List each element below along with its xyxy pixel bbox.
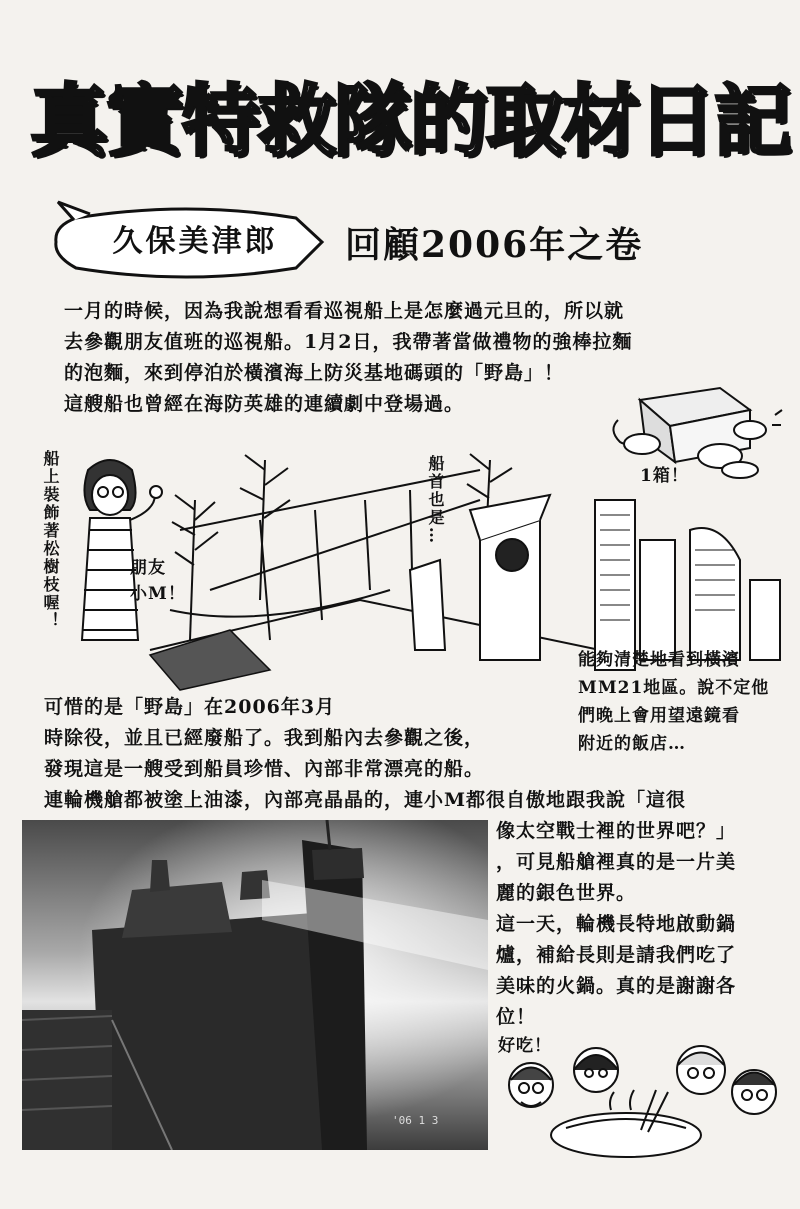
- right-line: 爐，補給長則是請我們吃了: [496, 944, 737, 966]
- friend-label: 朋友 小M！: [130, 558, 186, 604]
- right-line: 美味的火鍋。真的是謝謝各: [496, 975, 737, 997]
- right-line: 像太空戰士裡的世界吧？」: [496, 820, 737, 842]
- hotpot-dinner-illustration: [496, 1040, 786, 1165]
- page-title: 真實特救隊的取材日記: [30, 77, 791, 167]
- noodle-box-illustration: [600, 370, 785, 490]
- right-line: 位！: [496, 1006, 537, 1028]
- engine-room-paragraph: [496, 816, 736, 1033]
- middle-line: 發現這是一艘受到船員珍惜、內部非常漂亮的船。: [44, 758, 485, 780]
- author-name: 久保美津郎: [112, 224, 278, 259]
- friend-figure: [82, 460, 162, 640]
- ship-photo: [22, 820, 488, 1150]
- intro-line: 這艘船也曾經在海防英雄的連續劇中登場過。: [64, 393, 465, 415]
- photo-date-stamp: '06 1 3: [392, 1114, 439, 1127]
- middle-line: 連輪機艙都被塗上油漆，內部亮晶晶的，連小M都很自傲地跟我說「這很: [44, 789, 687, 811]
- bow-decoration-note: 船首也是…: [426, 455, 445, 545]
- right-line: 這一天，輪機長特地啟動鍋: [496, 913, 737, 935]
- decommission-paragraph: [44, 692, 686, 816]
- pine-decoration-note: 船上裝飾著松樹枝喔！: [41, 450, 60, 630]
- middle-line: 時除役，並且已經廢船了。我到船內去參觀之後，: [44, 727, 485, 749]
- intro-line: 的泡麵，來到停泊於橫濱海上防災基地碼頭的「野島」！: [64, 362, 565, 384]
- intro-line: 一月的時候，因為我說想看看巡視船上是怎麼過元旦的，所以就: [64, 300, 625, 322]
- intro-line: 去參觀朋友值班的巡視船。1月2日，我帶著當做禮物的強棒拉麵: [64, 331, 633, 353]
- box-caption: 1箱！: [640, 466, 689, 486]
- yummy-label: 好吃！: [498, 1036, 552, 1056]
- middle-line: 可惜的是「野島」在2006年3月: [44, 696, 336, 718]
- right-line: 麗的銀色世界。: [496, 882, 637, 904]
- right-line: ，可見船艙裡真的是一片美: [496, 851, 737, 873]
- intro-paragraph: [64, 296, 632, 420]
- subtitle: 回顧2006年之卷: [345, 224, 644, 266]
- yokohama-note: 能夠清楚地看到橫濱 MM21地區。說不定他 們晚上會用望遠鏡看 附近的飯店…: [578, 650, 770, 754]
